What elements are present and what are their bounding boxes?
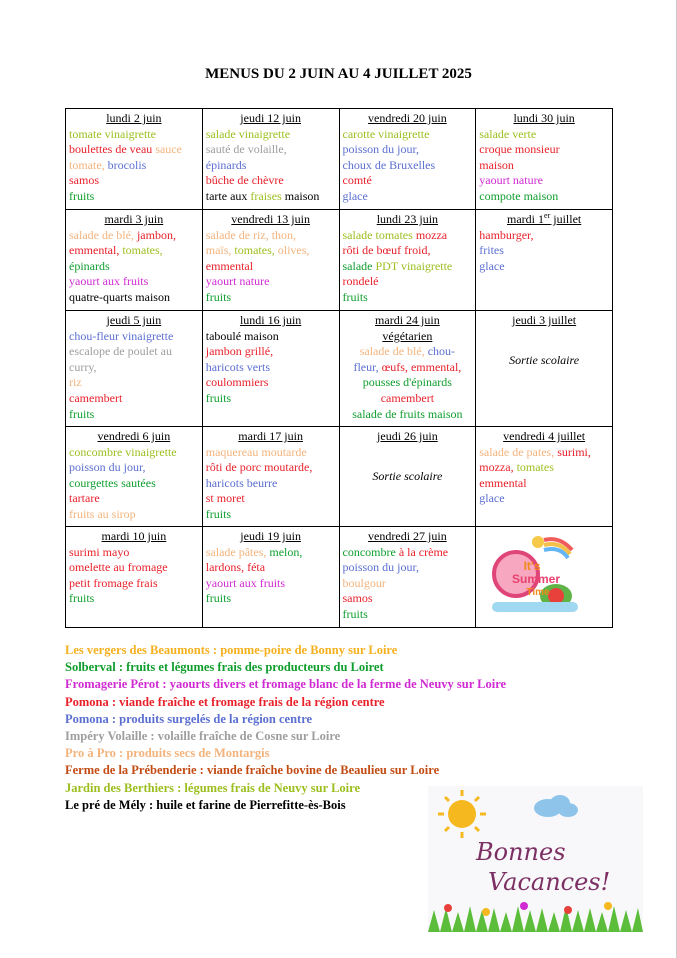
menu-line: salade vinaigrette xyxy=(205,126,291,141)
day-heading: vendredi 4 juillet xyxy=(503,429,586,443)
day-heading: lundi 30 juin xyxy=(513,111,575,125)
legend-item: Pomona : produits surgelés de la région centre xyxy=(65,711,313,726)
menu-line: croque monsieur xyxy=(479,142,560,157)
menu-line: emmental xyxy=(479,475,527,490)
menu-line: frites xyxy=(479,243,504,258)
menu-line: emmental xyxy=(205,258,254,273)
menu-line: tartare xyxy=(69,491,100,506)
menu-line: fruits au sirop xyxy=(69,506,136,521)
page-title: MENUS DU 2 JUIN AU 4 JUILLET 2025 xyxy=(205,66,472,82)
menu-line: jambon grillé, xyxy=(205,344,274,359)
menu-line: tomate vinaigrette xyxy=(69,126,156,141)
menu-line: maison xyxy=(284,188,320,203)
day-heading: jeudi 26 juin xyxy=(377,429,438,443)
menu-line: maquereau moutarde xyxy=(205,444,307,459)
menu-line: camembert xyxy=(380,390,435,405)
menu-line: boulettes de veau xyxy=(69,142,153,157)
menu-line: tomate, xyxy=(69,157,105,172)
vacances-word: Bonnes xyxy=(476,838,566,866)
menu-line: yaourt aux fruits xyxy=(205,575,286,590)
day-heading: jeudi 19 juin xyxy=(240,529,301,543)
menu-line: fruits xyxy=(342,606,368,621)
menu-line: pousses d'épinards xyxy=(362,375,452,390)
menu-line: épinards xyxy=(205,157,247,172)
menu-line: camembert xyxy=(69,390,123,405)
legend-item: Les vergers des Beaumonts : pomme-poire de Bonny sur Loire xyxy=(65,643,398,657)
day-heading: jeudi 5 juin xyxy=(106,313,162,327)
menu-line: PDT vinaigrette xyxy=(375,258,453,273)
menu-line: taboulé maison xyxy=(205,328,279,343)
menu-cell xyxy=(476,210,613,311)
menu-line: salade xyxy=(342,258,373,273)
menu-line: fruits xyxy=(205,506,232,521)
day-heading: vendredi 6 juin xyxy=(97,429,171,443)
menu-line: compote maison xyxy=(479,188,559,203)
menu-line: salade de blé, xyxy=(69,227,134,242)
menu-cell xyxy=(202,311,339,427)
menu-cell xyxy=(339,109,476,210)
menu-line: glace xyxy=(479,491,505,506)
menu-line: salade verte xyxy=(479,126,537,141)
legend-item: Pro à Pro : produits secs de Montargis xyxy=(65,746,270,761)
legend-item: Ferme de la Prébenderie : viande fraîche bovine de Beaulieu sur Loire xyxy=(65,763,440,778)
summer-word: It's xyxy=(523,559,541,573)
menu-line: jambon, xyxy=(136,227,176,242)
menu-line: emmental, xyxy=(69,243,120,258)
menu-line: fruits xyxy=(69,406,95,421)
menu-line: samos xyxy=(342,591,373,606)
day-heading: mardi 10 juin xyxy=(101,529,167,543)
menu-line: yaourt nature xyxy=(205,274,270,289)
menu-line: fleur, xyxy=(353,359,379,374)
menu-line: rôti de porc moutarde, xyxy=(205,460,313,475)
menu-line: surimi mayo xyxy=(69,544,130,559)
legend-item: Le pré de Mély : huile et farine de Pierrefitte-ès-Bois xyxy=(65,797,346,812)
day-heading: lundi 2 juin xyxy=(106,111,162,125)
day-heading: mardi 1er juillet xyxy=(507,211,582,226)
legend-item: Jardin des Berthiers : légumes frais de Neuvy sur Loire xyxy=(65,780,361,795)
menu-line: petit fromage frais xyxy=(69,575,158,590)
menu-line: maïs, xyxy=(205,243,232,258)
menu-line: emmental, xyxy=(410,359,462,374)
menu-line: poisson du jour, xyxy=(69,460,146,475)
vacances-word: Vacances! xyxy=(488,868,611,896)
menu-line: curry, xyxy=(69,359,97,374)
menu-cell xyxy=(202,210,339,311)
menu-line: salade tomates xyxy=(342,227,413,242)
menu-line: concombre vinaigrette xyxy=(69,444,177,459)
day-heading: jeudi 12 juin xyxy=(240,111,301,125)
menu-line: lardons, féta xyxy=(205,560,266,575)
menu-line: salade de pates, xyxy=(479,444,555,459)
day-heading: mardi 24 juin xyxy=(375,313,440,327)
menu-line: fruits xyxy=(69,188,95,203)
day-heading: vendredi 13 juin xyxy=(231,212,310,226)
legend-item: Impéry Volaille : volaille fraîche de Cosne sur Loire xyxy=(65,729,341,744)
menu-line: st moret xyxy=(205,491,245,506)
menu-line: surimi, xyxy=(557,444,591,459)
menu-line: melon, xyxy=(269,544,303,559)
menu-cell xyxy=(339,210,476,311)
menu-line: fruits xyxy=(69,591,95,606)
menu-line: rondelé xyxy=(342,274,379,289)
menu-line: escalope de poulet au xyxy=(69,344,172,359)
menu-cell xyxy=(202,427,339,527)
menu-line: rôti de bœuf froid, xyxy=(342,243,431,258)
menu-line: à la crème xyxy=(398,544,449,559)
menu-cell xyxy=(66,427,203,527)
bonnes-vacances-illustration xyxy=(428,786,643,932)
menu-cell xyxy=(339,311,476,427)
legend-item: Fromagerie Pérot : yaourts divers et fromage blanc de la ferme de Neuvy sur Loire xyxy=(65,677,507,692)
menu-line: riz xyxy=(69,375,82,390)
menu-cell xyxy=(66,311,203,427)
menu-line: tomates, xyxy=(122,243,163,258)
menu-line: samos xyxy=(69,173,99,188)
menu-cell xyxy=(476,427,613,527)
menu-cell xyxy=(476,311,613,427)
menu-cell xyxy=(202,109,339,210)
menu-cell xyxy=(339,527,476,628)
menu-line: chou- xyxy=(427,344,456,359)
menu-line: concombre xyxy=(342,544,396,559)
summer-word: Time xyxy=(526,587,550,598)
menu-line: salade de riz, thon, xyxy=(205,227,297,242)
menu-line: courgettes sautées xyxy=(69,475,156,490)
menu-line: mozza xyxy=(415,227,448,242)
menu-line: tomates, xyxy=(234,243,275,258)
menu-line: sauté de volaille, xyxy=(205,142,287,157)
day-heading: vendredi 27 juin xyxy=(368,529,447,543)
menu-line: salade de blé, xyxy=(359,344,425,359)
menu-line: chou-fleur vinaigrette xyxy=(69,328,174,343)
menu-line: salade de fruits maison xyxy=(352,406,463,421)
summer-word: Summer xyxy=(511,572,561,586)
menu-cell xyxy=(202,527,339,628)
menu-line: comté xyxy=(342,173,372,188)
menu-line: omelette au fromage xyxy=(69,560,168,575)
menu-line: salade pâtes, xyxy=(205,544,267,559)
menu-line: bûche de chèvre xyxy=(205,173,284,188)
legend-item: Pomona : viande fraîche et fromage frais de la région centre xyxy=(65,694,385,709)
day-heading: mardi 17 juin xyxy=(238,429,303,443)
menu-line: poisson du jour, xyxy=(342,142,420,157)
menu-line: boulgour xyxy=(342,575,386,590)
menu-line: brocolis xyxy=(107,157,147,172)
day-heading: vendredi 20 juin xyxy=(368,111,447,125)
menu-line: carotte vinaigrette xyxy=(342,126,430,141)
summer-illustration xyxy=(490,532,580,614)
menu-line: fruits xyxy=(342,289,368,304)
menu-line: fruits xyxy=(205,289,232,304)
day-heading: jeudi 3 juillet xyxy=(512,313,577,327)
menu-line: olives, xyxy=(277,243,310,258)
menu-line: tarte aux xyxy=(205,188,248,203)
menu-line: fruits xyxy=(205,390,232,405)
menu-line: mozza, xyxy=(479,460,514,475)
menu-line: haricots beurre xyxy=(205,475,278,490)
menu-cell xyxy=(476,109,613,210)
day-heading: végétarien xyxy=(382,328,433,343)
menu-line: hamburger, xyxy=(479,227,534,242)
menu-cell xyxy=(66,210,203,311)
menu-line: sauce xyxy=(155,142,182,157)
menu-line: quatre-quarts maison xyxy=(69,289,170,304)
menu-line: maison xyxy=(479,157,514,172)
menu-line: fraises xyxy=(250,188,282,203)
menu-line: haricots verts xyxy=(205,359,271,374)
day-heading: lundi 16 juin xyxy=(239,313,302,327)
outing-note: Sortie scolaire xyxy=(372,468,443,483)
menu-line: glace xyxy=(479,258,505,273)
menu-line: yaourt nature xyxy=(479,173,543,188)
legend-item: Solberval : fruits et légumes frais des producteurs du Loiret xyxy=(65,660,384,675)
menu-cell xyxy=(66,527,203,628)
menu-line: choux de Bruxelles xyxy=(342,157,436,172)
menu-line: fruits xyxy=(205,591,232,606)
menu-line: œufs, xyxy=(381,359,408,374)
menu-cell xyxy=(339,427,476,527)
menu-line: épinards xyxy=(69,258,110,273)
menu-line: tomates xyxy=(516,460,554,475)
outing-note: Sortie scolaire xyxy=(509,352,580,367)
menu-cell xyxy=(66,109,203,210)
day-heading: lundi 23 juin xyxy=(376,212,439,226)
menu-line: poisson du jour, xyxy=(342,560,420,575)
menu-line: glace xyxy=(342,188,368,203)
menu-line: yaourt aux fruits xyxy=(69,274,149,289)
day-heading: mardi 3 juin xyxy=(104,212,164,226)
menu-line: coulommiers xyxy=(205,375,269,390)
